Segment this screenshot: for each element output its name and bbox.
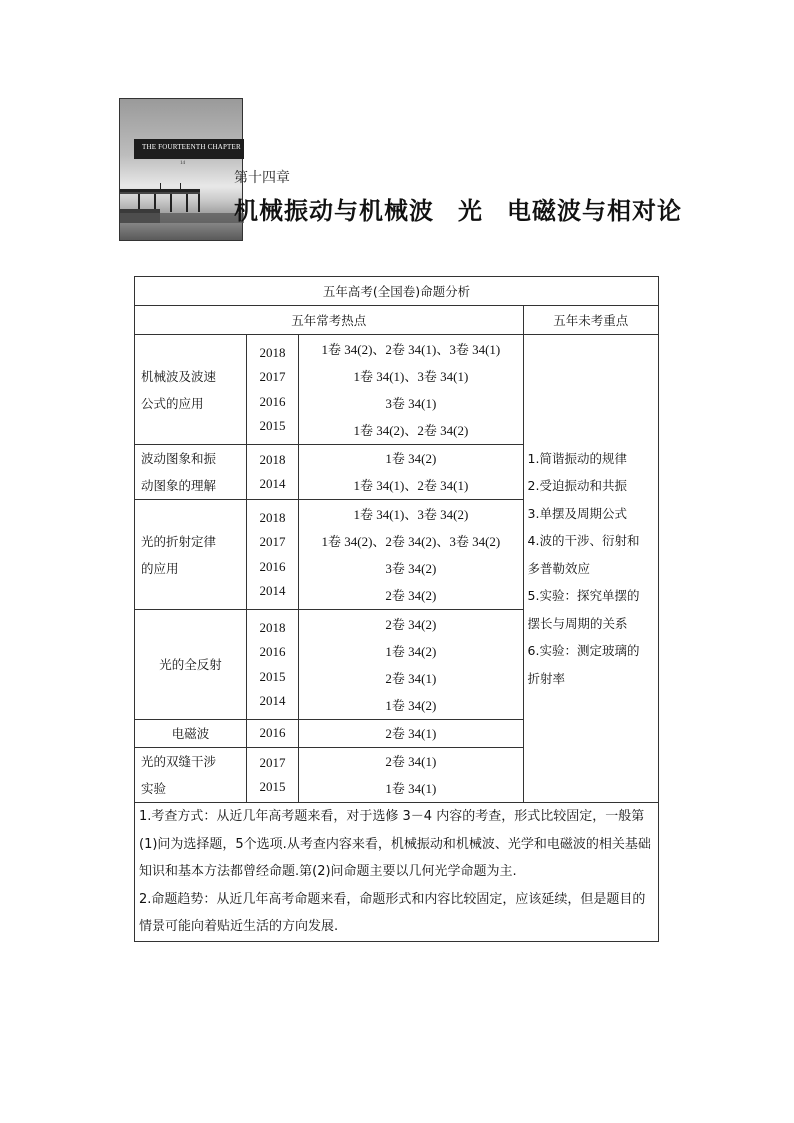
exam-analysis-table [134,276,659,942]
exam-item: 1卷 34(2)、2卷 34(1)、3卷 34(1) [321,341,501,357]
focus-line: 6.实验：测定玻璃的 [527,643,640,659]
focus-line: 多普勒效应 [527,560,591,576]
year: 2017 [259,369,286,384]
exam-items-cell [299,445,523,500]
topic-line: 光的折射定律 [141,533,217,549]
topic-line: 机械波及波速 [141,368,217,384]
year: 2018 [259,619,286,635]
topic-line: 光的全反射 [159,657,222,672]
chapter-cover-image [119,98,243,241]
year: 2015 [259,418,286,433]
exam-item: 2卷 34(2) [385,616,437,632]
pier-illustration [120,183,244,223]
year: 2014 [259,583,286,598]
topic-line: 电磁波 [171,726,210,741]
exam-item: 1卷 34(1)、3卷 34(1) [353,368,469,384]
year: 2018 [259,344,286,360]
topic-cell [135,748,247,803]
header-hot-topics: 五年常考热点 [135,306,524,335]
exam-item: 1卷 34(2)、2卷 34(2)、3卷 34(2) [321,533,501,549]
years-cell [246,445,298,500]
topic-line: 公式的应用 [141,395,204,411]
year: 2016 [259,644,286,659]
topic-cell [135,335,247,445]
year: 2016 [259,393,286,409]
year: 2014 [259,476,286,491]
exam-item: 1卷 34(2) [385,643,437,659]
focus-line: 1.简谐振动的规律 [527,450,627,466]
untested-focus-cell [523,335,658,803]
exam-items-cell [299,720,523,748]
year: 2018 [259,509,286,525]
years-cell [246,720,298,748]
topic-line: 动图象的理解 [141,478,217,493]
exam-item: 1卷 34(1) [385,781,437,796]
year: 2018 [259,451,286,467]
exam-item: 1卷 34(1)、2卷 34(1) [353,478,469,493]
chapter-title-part-2: 光 [458,197,483,225]
focus-line: 3.单摆及周期公式 [527,505,627,521]
notes-cell [135,803,659,942]
topic-line: 波动图象和振 [141,451,217,466]
focus-line: 摆长与周期的关系 [527,615,628,631]
years-cell [246,500,298,610]
topic-line: 实验 [141,781,167,796]
exam-item: 2卷 34(2) [385,587,437,603]
exam-item: 1卷 34(2) [385,451,437,466]
exam-item: 2卷 34(1) [385,670,437,686]
topic-line: 光的双缝干涉 [141,754,217,769]
note-paragraph: 2.命题趋势：从近几年高考命题来看，命题形式和内容比较固定，应该延续，但是题目的情景可能向着贴近生活的方向发展. [139,891,646,934]
notes-row [135,803,659,942]
cover-band-text: THE FOURTEENTH CHAPTER [142,143,241,151]
focus-line: 5.实验：探究单摆的 [527,588,640,604]
years-cell [246,335,298,445]
exam-item: 2卷 34(1) [385,754,437,769]
year: 2017 [259,534,286,549]
table-main-header: 五年高考(全国卷)命题分析 [135,277,659,306]
exam-items-cell [299,335,523,445]
topic-cell [135,445,247,500]
note-paragraph: 1.考查方式：从近几年高考题来看，对于选修 3－4 内容的考查，形式比较固定，一般第(1)问为选择题，5个选项.从考查内容来看，机械振动和机械波、光学和电磁波的相关基础知识和基本方法都曾经命题.第(2)问命题主要以几何光学命题为主. [139,809,651,879]
topic-cell [135,500,247,610]
header-untested-focus: 五年未考重点 [523,306,658,335]
year: 2016 [259,558,286,574]
topic-line: 的应用 [141,560,179,576]
year: 2016 [259,725,286,741]
chapter-number: 第十四章 [234,170,290,186]
exam-item: 3卷 34(1) [385,395,437,411]
year: 2014 [259,693,286,708]
exam-item: 1卷 34(2)、2卷 34(2) [353,422,469,438]
focus-line: 折射率 [527,670,566,686]
year: 2015 [259,779,286,794]
year: 2015 [259,668,286,684]
chapter-title-part-1: 机械振动与机械波 [234,197,434,225]
exam-item: 1卷 34(2) [385,697,437,713]
cover-sub-text: 14 [180,161,185,166]
year: 2017 [259,754,286,770]
exam-items-cell [299,500,523,610]
chapter-title [234,191,682,226]
focus-line: 4.波的干涉、衍射和 [527,533,640,549]
focus-line: 2.受迫振动和共振 [527,478,627,494]
chapter-title-part-3: 电磁波与相对论 [507,197,682,225]
exam-items-cell [299,748,523,803]
topic-cell [135,720,247,748]
years-cell [246,610,298,720]
exam-item: 3卷 34(2) [385,560,437,576]
topic-cell [135,610,247,720]
years-cell [246,748,298,803]
exam-item: 1卷 34(1)、3卷 34(2) [353,506,469,522]
table-row [135,335,659,445]
exam-item: 2卷 34(1) [385,726,437,741]
exam-items-cell [299,610,523,720]
